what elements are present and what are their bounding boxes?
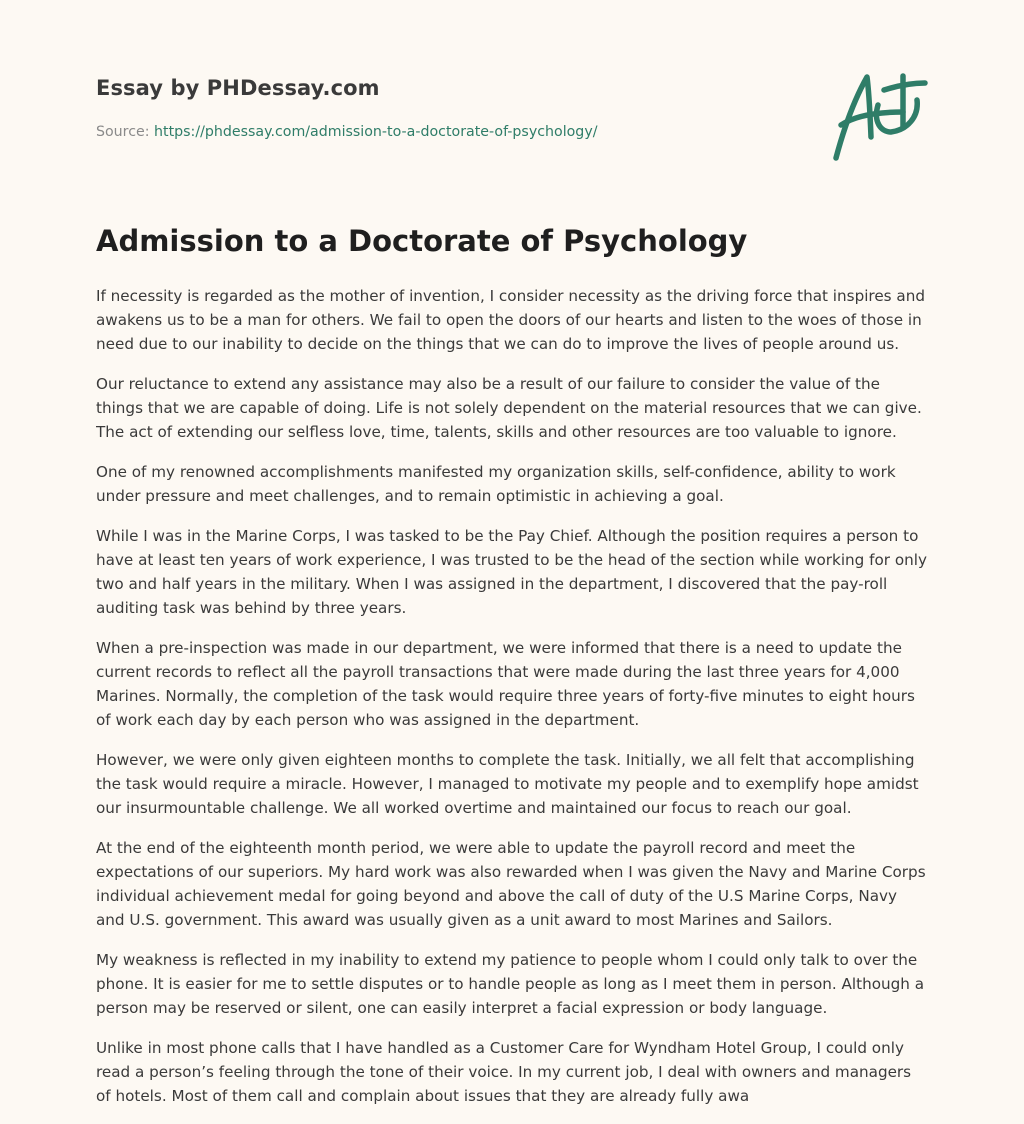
essay-title: Admission to a Doctorate of Psychology	[96, 224, 748, 258]
page-header	[96, 70, 928, 190]
essay-paragraph: When a pre-inspection was made in our department, we were informed that there is a need to update the current records to reflect all the payroll transactions that were made during the last three years for 4,000 Marines. Normally, the completion of the task would require three years of forty-five minutes to eight hours of work each day by each person who was assigned in the department.	[96, 639, 915, 729]
source-line	[96, 124, 598, 140]
essay-paragraph: If necessity is regarded as the mother of invention, I consider necessity as the driving force that inspires and awakens us to be a man for others. We fail to open the doors of our hearts and listen to the woes of those in need due to our inability to decide on the things that we can do to improve the lives of people around us.	[96, 287, 925, 353]
essay-paragraph: Unlike in most phone calls that I have handled as a Customer Care for Wyndham Hotel Group, I could only read a person’s feeling through the tone of their voice. In my current job, I deal with owners and managers of hotels. Most of them call and complain about issues that they are already fully awa	[96, 1039, 912, 1105]
essay-body	[96, 284, 930, 1108]
essay-paragraph: Our reluctance to extend any assistance may also be a result of our failure to consider the value of the things that we are capable of doing. Life is not solely dependent on the material resources that we can give. The act of extending our selfless love, time, talents, skills and other resources are too valuable to ignore.	[96, 375, 922, 441]
a-plus-logo-icon	[824, 70, 928, 164]
essay-paragraph: My weakness is reflected in my inability to extend my patience to people whom I could only talk to over the phone. It is easier for me to settle disputes or to handle people as long as I meet them in person. Although a person may be reserved or silent, one can easily interpret a facial expression or body language.	[96, 951, 925, 1017]
essay-paragraph: However, we were only given eighteen months to complete the task. Initially, we all felt that accomplishing the task would require a miracle. However, I managed to motivate my people and to exemplify hope amidst our insurmountable challenge. We all worked overtime and maintained our focus to reach our goal.	[96, 751, 919, 817]
site-brand: Essay by PHDessay.com	[96, 76, 380, 100]
essay-paragraph: One of my renowned accomplishments manifested my organization skills, self-confidence, ability to work under pressure and meet challenges, and to remain optimistic in achieving a goal.	[96, 463, 896, 505]
essay-paragraph: While I was in the Marine Corps, I was tasked to be the Pay Chief. Although the position requires a person to have at least ten years of work experience, I was trusted to be the head of the section while working for only two and half years in the military. When I was assigned in the department, I discovered that the pay-roll auditing task was behind by three years.	[96, 527, 927, 617]
source-link[interactable]: https://phdessay.com/admission-to-a-doctorate-of-psychology/	[154, 124, 598, 140]
essay-paragraph: At the end of the eighteenth month period, we were able to update the payroll record and meet the expectations of our superiors. My hard work was also rewarded when I was given the Navy and Marine Corps individual achievement medal for going beyond and above the call of duty of the U.S Marine Corps, Navy and U.S. government. This award was usually given as a unit award to most Marines and Sailors.	[96, 839, 926, 929]
source-label: Source:	[96, 124, 150, 140]
